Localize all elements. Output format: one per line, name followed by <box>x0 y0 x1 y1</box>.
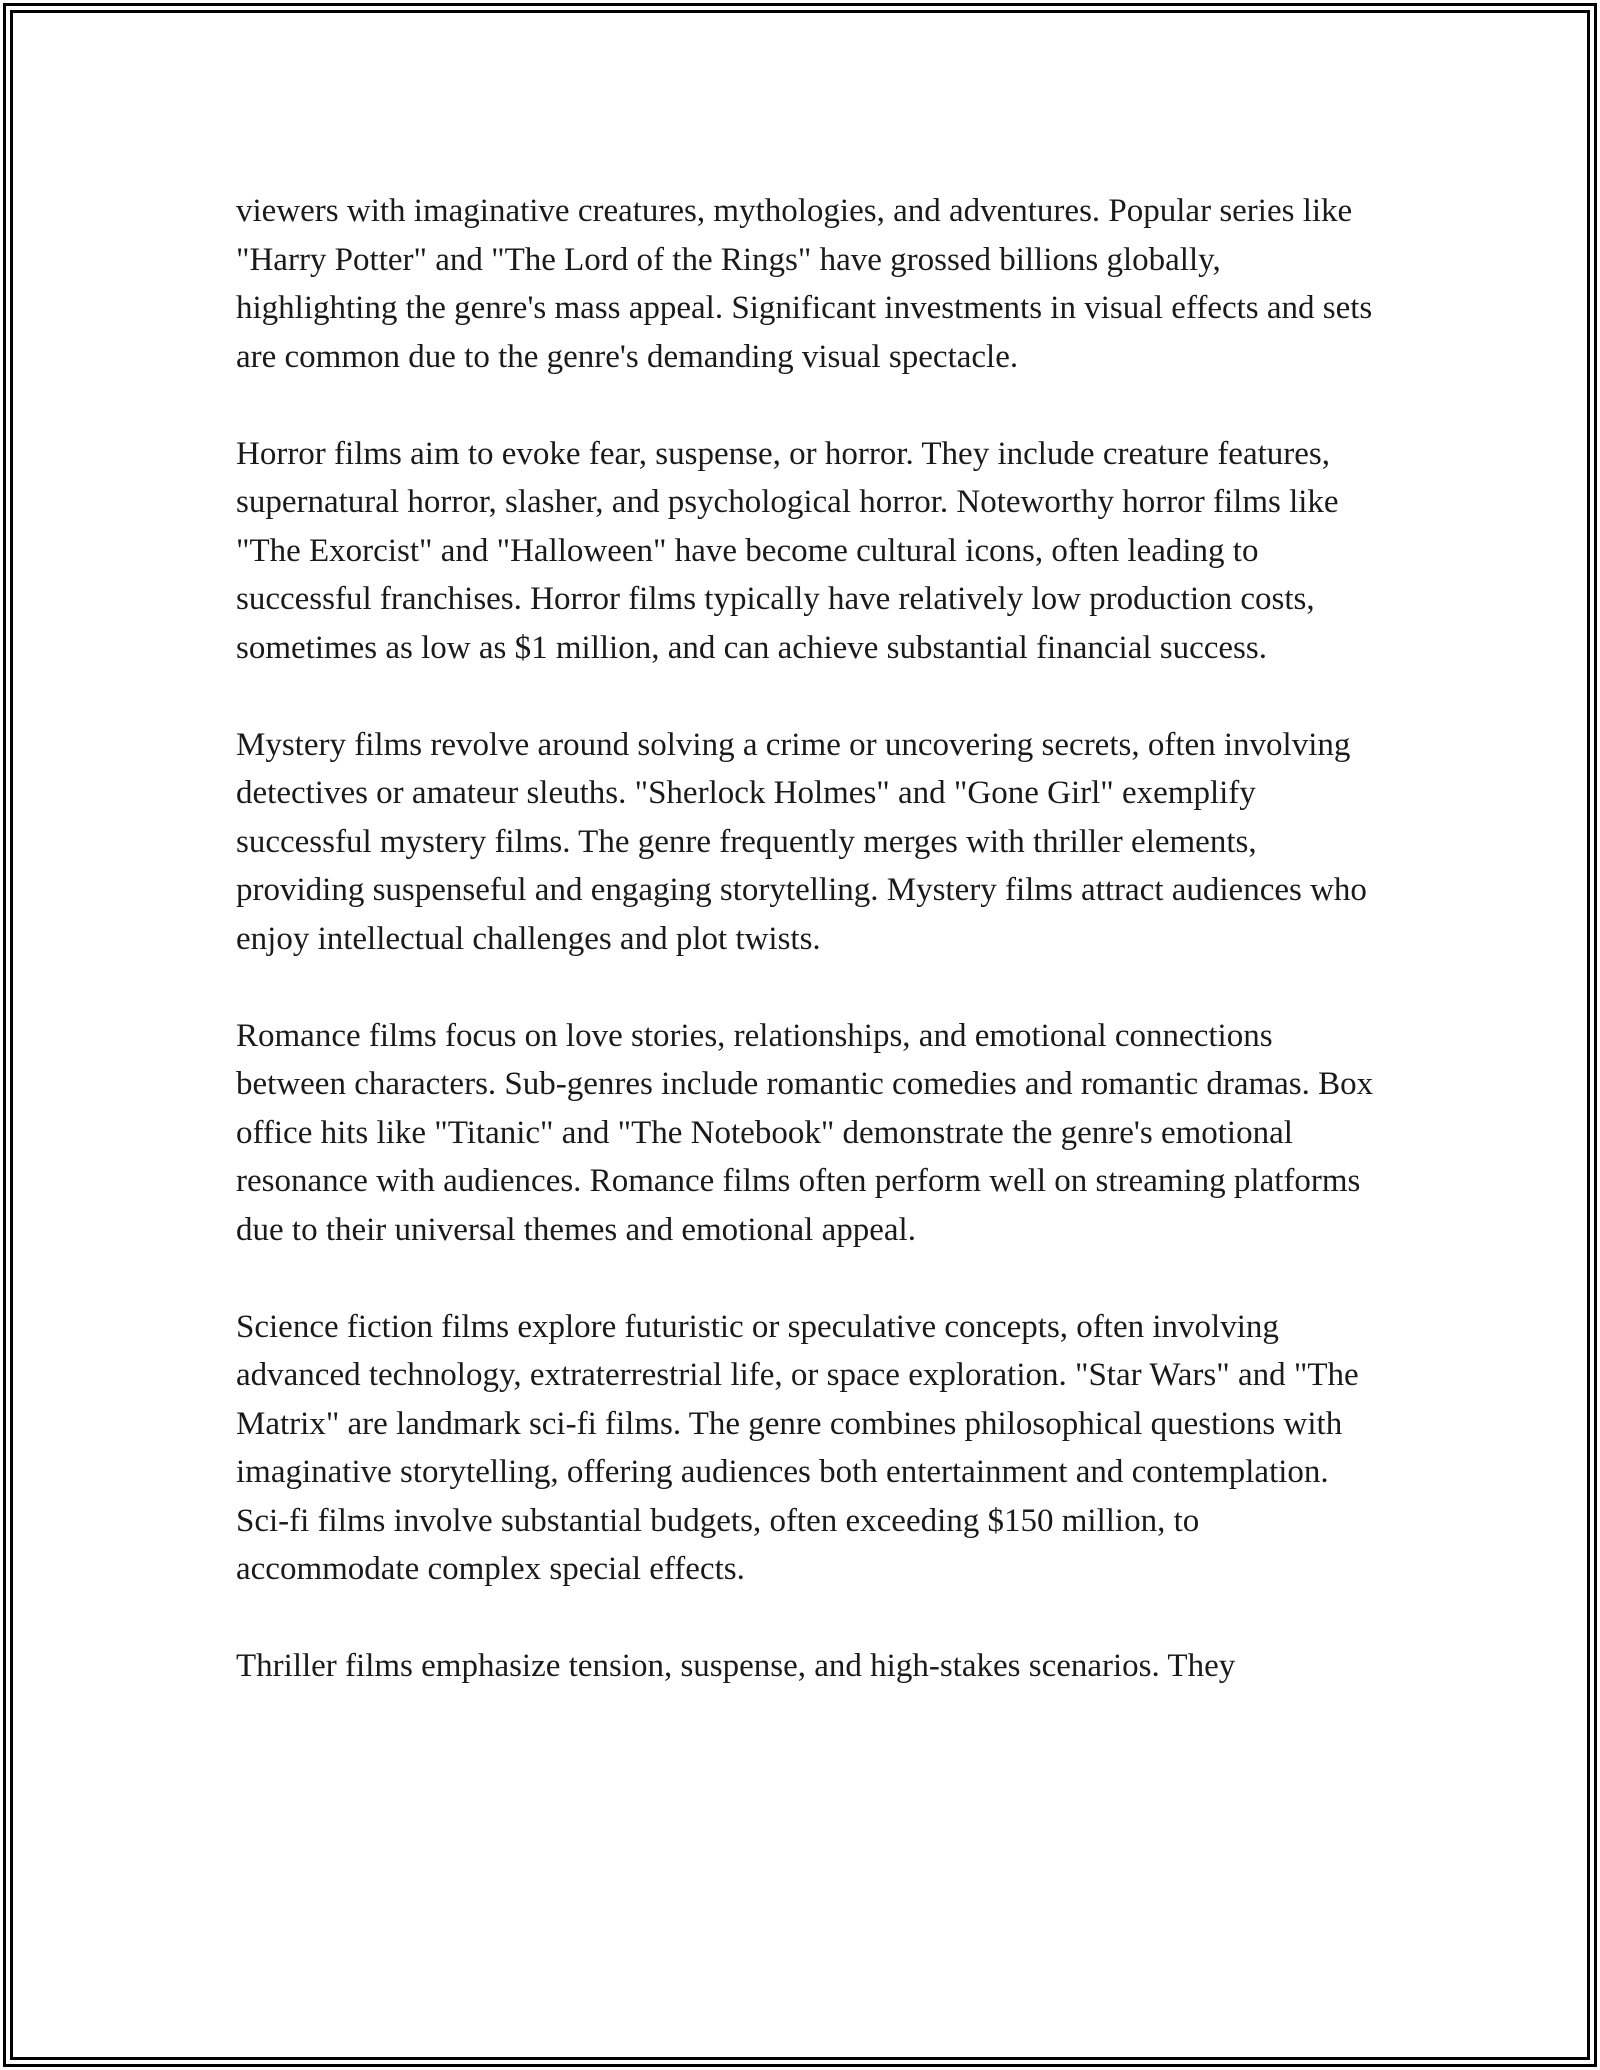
paragraph-horror: Horror films aim to evoke fear, suspense, or horror. They include creature features, supernatural horror, slasher, and psychological horror. Noteworthy horror films like "The Exorcist" and "Halloween" have become cultural icons, often leading to successful franchises. Horror films typically have relatively low production costs, sometimes as low as $1 million, and can achieve substantial financial success. <box>236 435 1339 666</box>
paragraph-thriller: Thriller films emphasize tension, suspense, and high-stakes scenarios. They <box>236 1648 1236 1684</box>
paragraph-science-fiction: Science fiction films explore futuristic or speculative concepts, often involving advanced technology, extraterrestrial life, or space exploration. "Star Wars" and "The Matrix" are landmark sci-fi films. The genre combines philosophical questions with imaginative storytelling, offering audiences both entertainment and contemplation. Sci-fi films involve substantial budgets, often exceeding $150 million, to accommodate complex special effects. <box>236 1308 1359 1587</box>
paragraph-romance: Romance films focus on love stories, relationships, and emotional connections between characters. Sub-genres include romantic comedies and romantic dramas. Box office hits like "Titanic" and "The Notebook" demonstrate the genre's emotional resonance with audiences. Romance films often perform well on streaming platforms due to their universal themes and emotional appeal. <box>236 1017 1374 1248</box>
paragraph-mystery: Mystery films revolve around solving a crime or uncovering secrets, often involving detectives or amateur sleuths. "Sherlock Holmes" and "Gone Girl" exemplify successful mystery films. The genre frequently merges with thriller elements, providing suspenseful and engaging storytelling. Mystery films attract audiences who enjoy intellectual challenges and plot twists. <box>236 726 1367 957</box>
paragraph-fantasy: viewers with imaginative creatures, mythologies, and adventures. Popular series like "Harry Potter" and "The Lord of the Rings" have grossed billions globally, highlighting the genre's mass appeal. Significant investments in visual effects and sets are common due to the genre's demanding visual spectacle. <box>236 193 1373 375</box>
document-body <box>236 187 1376 1691</box>
